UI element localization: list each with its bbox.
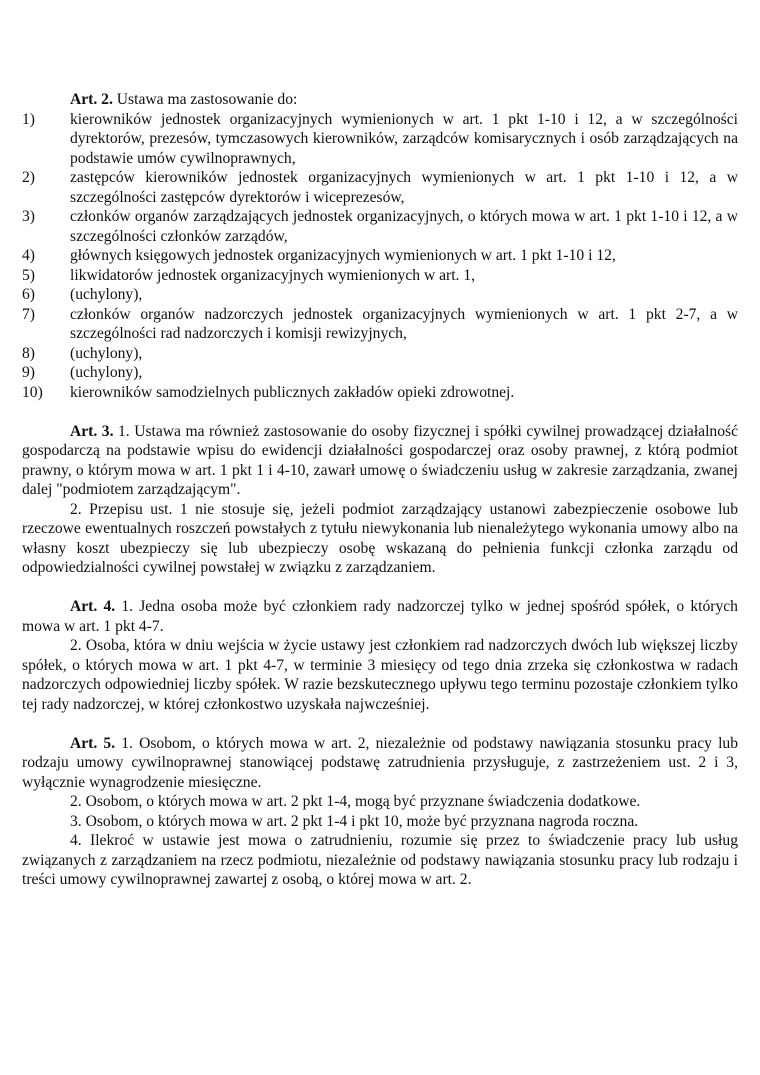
list-item-number: 8) — [22, 344, 35, 362]
list-item — [22, 305, 738, 344]
paragraph-text: 1. Jedna osoba może być członkiem rady nadzorczej tylko w jednej spośród spółek, o których mowa w art. 1 pkt 4-7. — [22, 598, 738, 635]
list-item-number: 5) — [22, 266, 35, 284]
article-4-paragraph-1 — [22, 597, 738, 636]
list-item-number: 4) — [22, 247, 35, 264]
article-3-paragraph-2: 2. Przepisu ust. 1 nie stosuje się, jeżeli podmiot zarządzający ustanowi zabezpieczenie osobowe lub rzeczowe ewentualnych roszczeń powstałych z tytułu niewykonania lub nienależytego wykonania umowy albo na własny koszt ubezpieczy się lub ubezpieczy osobę wskazaną do pełnienia funkcji członka zarządu od odpowiedzialności cywilnej powstałej w związku z zarządzaniem. — [22, 500, 738, 576]
list-item-text: głównych księgowych jednostek organizacyjnych wymienionych w art. 1 pkt 1-10 i 12, — [70, 247, 616, 264]
article-2-label: Art. 2. — [70, 91, 113, 108]
list-item-text: członków organów zarządzających jednostek organizacyjnych, o których mowa w art. 1 pkt 1-10 i 12, a w szczególności członków zarządów, — [70, 208, 738, 245]
paragraph-text: 1. Ustawa ma również zastosowanie do osoby fizycznej i spółki cywilnej prowadzącej działalność gospodarczą na podstawie wpisu do ewidencji działalności gospodarczej oraz osoby prawnej, z którą podmiot prawny, o którym mowa w art. 1 pkt 1 i 4-10, zawarł umowę o świadczeniu usług w zakresie zarządzania, zwanej dalej "podmiotem zarządzającym". — [22, 422, 739, 498]
list-item — [22, 266, 738, 286]
list-item-number: 3) — [22, 208, 35, 225]
article-5 — [22, 734, 738, 890]
list-item-text: (uchylony), — [70, 344, 143, 362]
list-item-number: 2) — [22, 169, 35, 186]
article-2-list — [22, 110, 738, 403]
article-5-paragraph-1 — [22, 734, 738, 793]
article-4-paragraph-2: 2. Osoba, która w dniu wejścia w życie ustawy jest członkiem rad nadzorczych dwóch lub większej liczby spółek, o których mowa w art. 1 pkt 4-7, w terminie 3 miesięcy od tego dnia zrzeka się członkostwa w radach nadzorczych odpowiedniej liczby spółek. W razie bezskutecznego upływu tego terminu pozostaje członkiem tylko tej rady nadzorczej, w której członkostwo uzyskała najwcześniej. — [22, 637, 738, 713]
document-content — [22, 90, 738, 890]
article-2-intro: Ustawa ma zastosowanie do: — [116, 91, 298, 108]
list-item — [22, 168, 738, 207]
spacer — [22, 578, 738, 598]
article-2 — [22, 90, 738, 402]
spacer — [22, 714, 738, 734]
list-item-text: członków organów nadzorczych jednostek organizacyjnych wymienionych w art. 1 pkt 2-7, a w szczególności rad nadzorczych i komisji rewizyjnych, — [70, 305, 738, 342]
article-5-paragraph-3: 3. Osobom, o których mowa w art. 2 pkt 1-4 i pkt 10, może być przyznana nagroda roczna. — [70, 812, 639, 830]
article-2-heading — [22, 90, 738, 110]
list-item-number: 9) — [22, 364, 35, 381]
list-item-text: likwidatorów jednostek organizacyjnych wymienionych w art. 1, — [70, 266, 476, 284]
list-item-text: (uchylony), — [70, 286, 143, 303]
article-5-paragraph-4: 4. Ilekroć w ustawie jest mowa o zatrudnieniu, rozumie się przez to świadczenie pracy lub usług związanych z zarządzaniem na rzecz podmiotu, niezależnie od podstawy nawiązania stosunku pracy lub rodzaju i treści umowy cywilnoprawnej zawartej z osobą, o której mowa w art. 2. — [22, 832, 738, 888]
list-item — [22, 285, 738, 305]
list-item-number: 10) — [22, 383, 43, 401]
list-item-text: kierowników samodzielnych publicznych zakładów opieki zdrowotnej. — [70, 383, 515, 401]
article-5-paragraph-2: 2. Osobom, o których mowa w art. 2 pkt 1-4, mogą być przyznane świadczenia dodatkowe. — [70, 793, 641, 810]
article-3 — [22, 422, 738, 578]
list-item — [22, 383, 738, 403]
list-item-text: kierowników jednostek organizacyjnych wymienionych w art. 1 pkt 1-10 i 12, a w szczególności dyrektorów, prezesów, tymczasowych kierowników, zarządców komisarycznych i osób zarządzających na podstawie umów cywilnoprawnych, — [70, 110, 738, 167]
list-item-number: 7) — [22, 305, 35, 323]
list-item — [22, 110, 738, 169]
list-item-text: (uchylony), — [70, 364, 143, 381]
paragraph-text: 1. Osobom, o których mowa w art. 2, niezależnie od podstawy nawiązania stosunku pracy lub rodzaju umowy cywilnoprawnej stanowiącej podstawę zatrudnienia przysługuje, z zastrzeżeniem ust. 2 i 3, wyłącznie wynagrodzenie miesięczne. — [22, 734, 738, 791]
article-3-paragraph-1 — [22, 422, 738, 500]
article-5-label: Art. 5. — [70, 734, 116, 752]
article-3-label: Art. 3. — [70, 422, 114, 440]
article-4 — [22, 597, 738, 714]
list-item — [22, 246, 738, 266]
list-item-number: 6) — [22, 286, 35, 303]
list-item-number: 1) — [22, 110, 35, 128]
list-item-text: zastępców kierowników jednostek organizacyjnych wymienionych w art. 1 pkt 1-10 i 12, a w szczególności zastępców dyrektorów i wiceprezesów, — [70, 169, 738, 206]
list-item — [22, 207, 738, 246]
list-item — [22, 344, 738, 364]
article-4-label: Art. 4. — [70, 598, 116, 615]
list-item — [22, 363, 738, 383]
spacer — [22, 402, 738, 422]
